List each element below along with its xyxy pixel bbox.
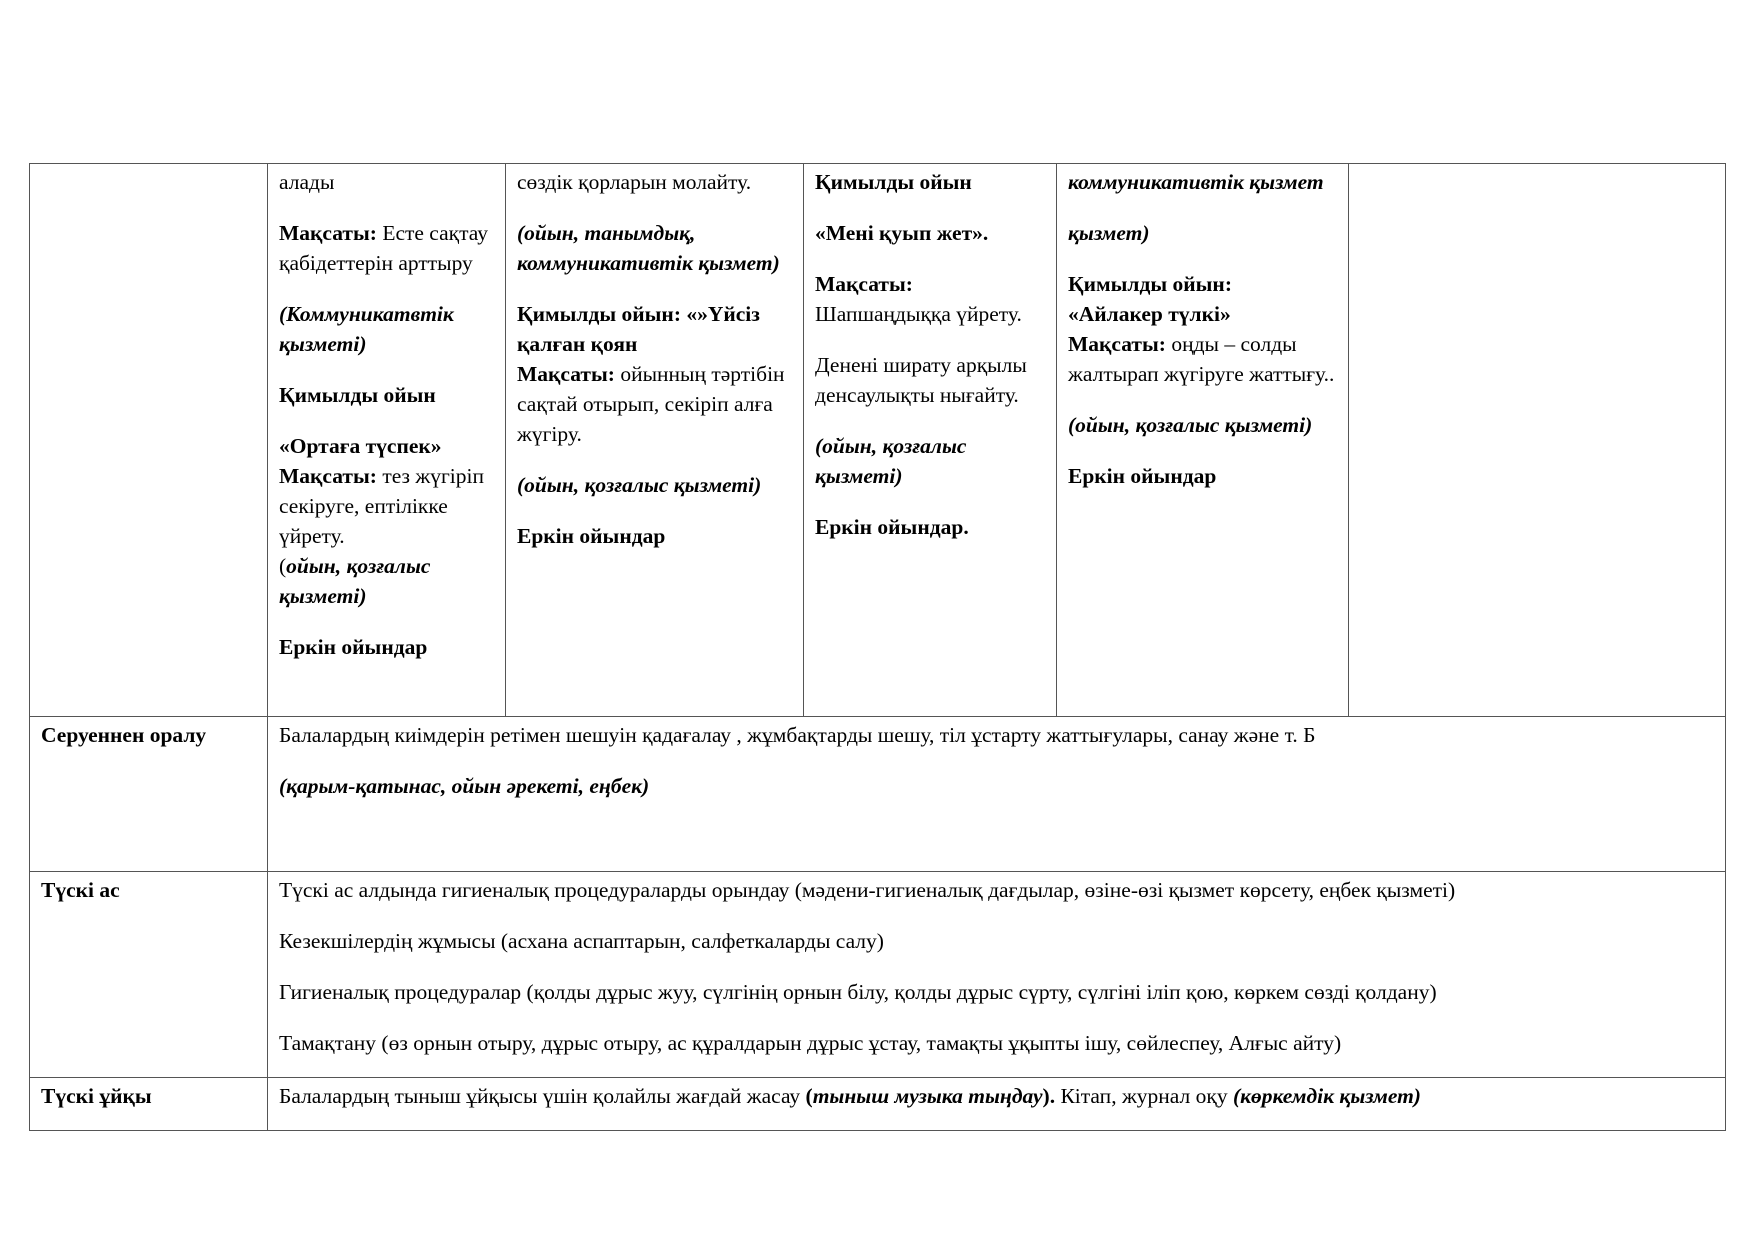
activity-type: (Коммуникатвтік қызметі) <box>279 302 454 356</box>
cell-day-1 <box>268 164 506 717</box>
nap-activity-type: (көркемдік қызмет) <box>1232 1084 1421 1108</box>
activity-type: ойын, қозғалыс қызметі) <box>279 554 431 608</box>
col2-game <box>517 299 792 449</box>
activity-type: қызмет) <box>1068 221 1150 245</box>
nap-paren-close: ). <box>1042 1084 1056 1108</box>
col1-p1: алады <box>279 170 335 194</box>
lunch-line-4: Тамақтану (өз орнын отыру, дұрыс отыру, ас құралдарын дұрыс ұстау, тамақты ұқыпты ішу, сөйлеспеу, Алғыс айту) <box>279 1031 1342 1055</box>
activity-type: коммуникативтік қызмет <box>1068 170 1324 194</box>
return-walk-row <box>30 717 1726 872</box>
lunch-line-3: Гигиеналық процедуралар (қолды дұрыс жуу, сүлгінің орнын білу, қолды дұрыс сүрту, сүлгіні іліп қою, көркем сөзді қолдану) <box>279 980 1437 1004</box>
row-label: Серуеннен оралу <box>30 717 268 872</box>
game-heading: Қимылды ойын <box>279 383 436 407</box>
nap-line <box>279 1081 1714 1111</box>
lunch-line-2: Кезекшілердің жұмысы (асхана аспаптарын, салфеткаларды салу) <box>279 929 884 953</box>
lunch-content <box>268 872 1726 1078</box>
activity-type: (ойын, қозғалыс қызметі) <box>815 434 967 488</box>
col4-game <box>1068 269 1337 389</box>
nap-music: тыныш музыка тыңдау <box>812 1084 1043 1108</box>
game-title: «Мені қуып жет». <box>815 221 989 245</box>
nap-content <box>268 1078 1726 1131</box>
lunch-row <box>30 872 1726 1078</box>
game-title: «Ортаға түспек» <box>279 434 442 458</box>
free-play: Еркін ойындар <box>279 635 428 659</box>
game-title: Қимылды ойын: «»Үйсіз қалған қоян <box>517 302 760 356</box>
return-walk-line-1: Балалардың киімдерін ретімен шешуін қадағалау , жұмбақтарды шешу, тіл ұстарту жаттығулары, санау және т. Б <box>279 723 1316 747</box>
goal-label: Мақсаты: <box>815 272 913 296</box>
col3-p4: Денені ширату арқылы денсаулықты нығайту. <box>815 353 1027 407</box>
row-label: Түскі ұйқы <box>30 1078 268 1131</box>
goal-text: тез жүгіріп секіруге, ептілікке үйрету. <box>279 464 485 548</box>
goal-text: оңды – солды жалтырап жүгіруге жаттығу.. <box>1068 332 1335 386</box>
goal-text: Есте сақтау қабідеттерін арттыру <box>279 221 488 275</box>
activity-type: (ойын, қозғалыс қызметі) <box>517 473 762 497</box>
goal-label: Мақсаты: <box>279 464 377 488</box>
col1-game <box>279 431 494 611</box>
goal-label: Мақсаты: <box>1068 332 1166 356</box>
goal-text: ойынның тәртібін сақтай отырып, секіріп алға жүгіру. <box>517 362 785 446</box>
free-play: Еркін ойындар <box>1068 464 1217 488</box>
nap-paren-open: ( <box>805 1084 813 1108</box>
free-play: Еркін ойындар. <box>815 515 969 539</box>
game-title: «Айлакер түлкі» <box>1068 302 1231 326</box>
goal-text: Шапшаңдыққа үйрету. <box>815 302 1022 326</box>
goal-label: Мақсаты: <box>279 221 377 245</box>
free-play: Еркін ойындар <box>517 524 666 548</box>
lunch-line-1: Түскі ас алдында гигиеналық процедураларды орындау (мәдени-гигиеналық дағдылар, өзіне-өзі қызмет көрсету, еңбек қызметі) <box>279 878 1456 902</box>
activities-row <box>30 164 1726 717</box>
col1-goal <box>279 218 494 278</box>
col3-goal <box>815 269 1045 329</box>
activity-type: (ойын, қозғалыс қызметі) <box>1068 413 1313 437</box>
cell-day-3 <box>804 164 1057 717</box>
return-walk-line-2: (қарым-қатынас, ойын әрекеті, еңбек) <box>279 774 650 798</box>
cell-day-4 <box>1057 164 1349 717</box>
return-walk-content <box>268 717 1726 872</box>
col2-p1: сөздік қорларын молайту. <box>517 170 752 194</box>
nap-text-1: Балалардың тыныш ұйқысы үшін қолайлы жағдай жасау <box>279 1084 806 1108</box>
nap-row <box>30 1078 1726 1131</box>
goal-label: Мақсаты: <box>517 362 615 386</box>
nap-text-2: Кітап, журнал оқу <box>1055 1084 1233 1108</box>
paren-open: ( <box>279 554 287 578</box>
cell-day-5 <box>1349 164 1726 717</box>
activity-type: (ойын, танымдық, коммуникативтік қызмет) <box>517 221 780 275</box>
cell-day-2 <box>506 164 804 717</box>
row-label: Түскі ас <box>30 872 268 1078</box>
game-heading: Қимылды ойын <box>815 170 972 194</box>
game-heading: Қимылды ойын: <box>1068 272 1232 296</box>
schedule-table <box>29 163 1726 1131</box>
row-label-empty <box>30 164 268 717</box>
